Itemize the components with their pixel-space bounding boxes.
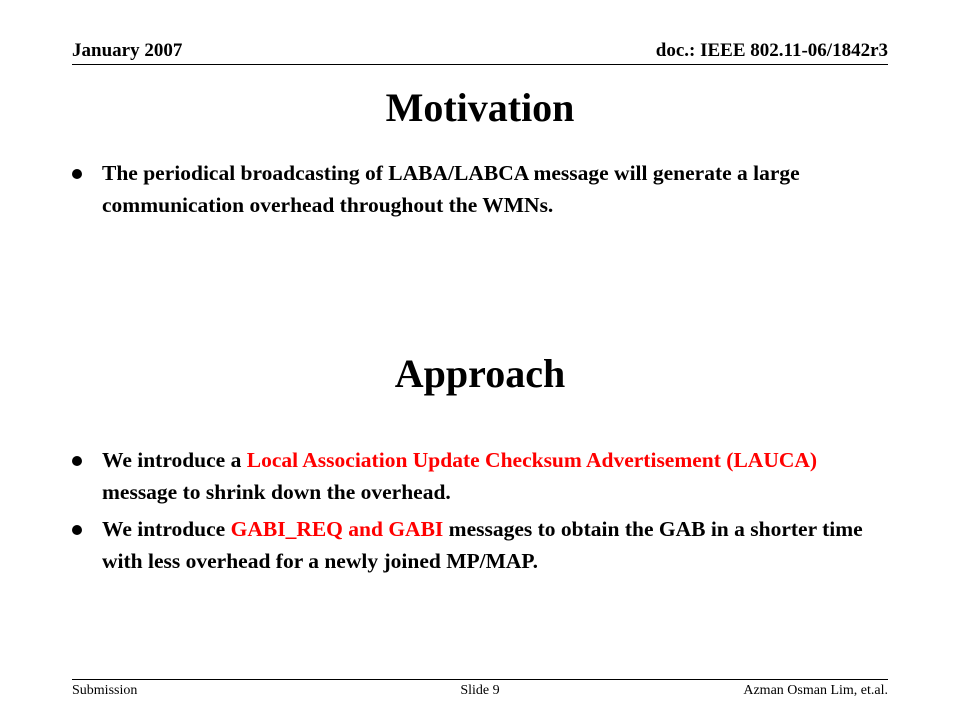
footer-slide-number: Slide 9 [460,683,500,698]
motivation-title: Motivation [385,85,575,130]
header-doc-id: doc.: IEEE 802.11-06/1842r3 [655,40,888,61]
approach-bullet-gabi [72,513,892,577]
bullet-dot-icon [72,456,82,466]
bullet-dot-icon [72,169,82,179]
bullet-highlight: GABI_REQ and GABI [230,517,444,541]
bullet-prefix: We introduce a [102,448,247,472]
header-date: January 2007 [72,40,183,61]
footer-rule [72,679,888,680]
motivation-bullet [72,157,892,221]
footer-authors: Azman Osman Lim, et.al. [743,683,888,698]
bullet-suffix: message to shrink down the overhead. [102,480,451,504]
bullet-highlight: Local Association Update Checksum Advertisement (LAUCA) [246,448,818,472]
bullet-text: The periodical broadcasting of LABA/LABCA message will generate a large communication overhead throughout the WMNs. [102,161,800,217]
bullet-suffix: messages to obtain the GAB in a shorter time with less overhead for a newly joined MP/MAP. [102,517,863,573]
bullet-text [102,513,892,577]
approach-title: Approach [394,351,566,396]
footer-submission: Submission [72,683,138,698]
bullet-text [102,444,892,508]
bullet-prefix: We introduce [102,517,231,541]
approach-bullet-lauca [72,444,892,508]
header-rule [72,64,888,65]
bullet-dot-icon [72,525,82,535]
